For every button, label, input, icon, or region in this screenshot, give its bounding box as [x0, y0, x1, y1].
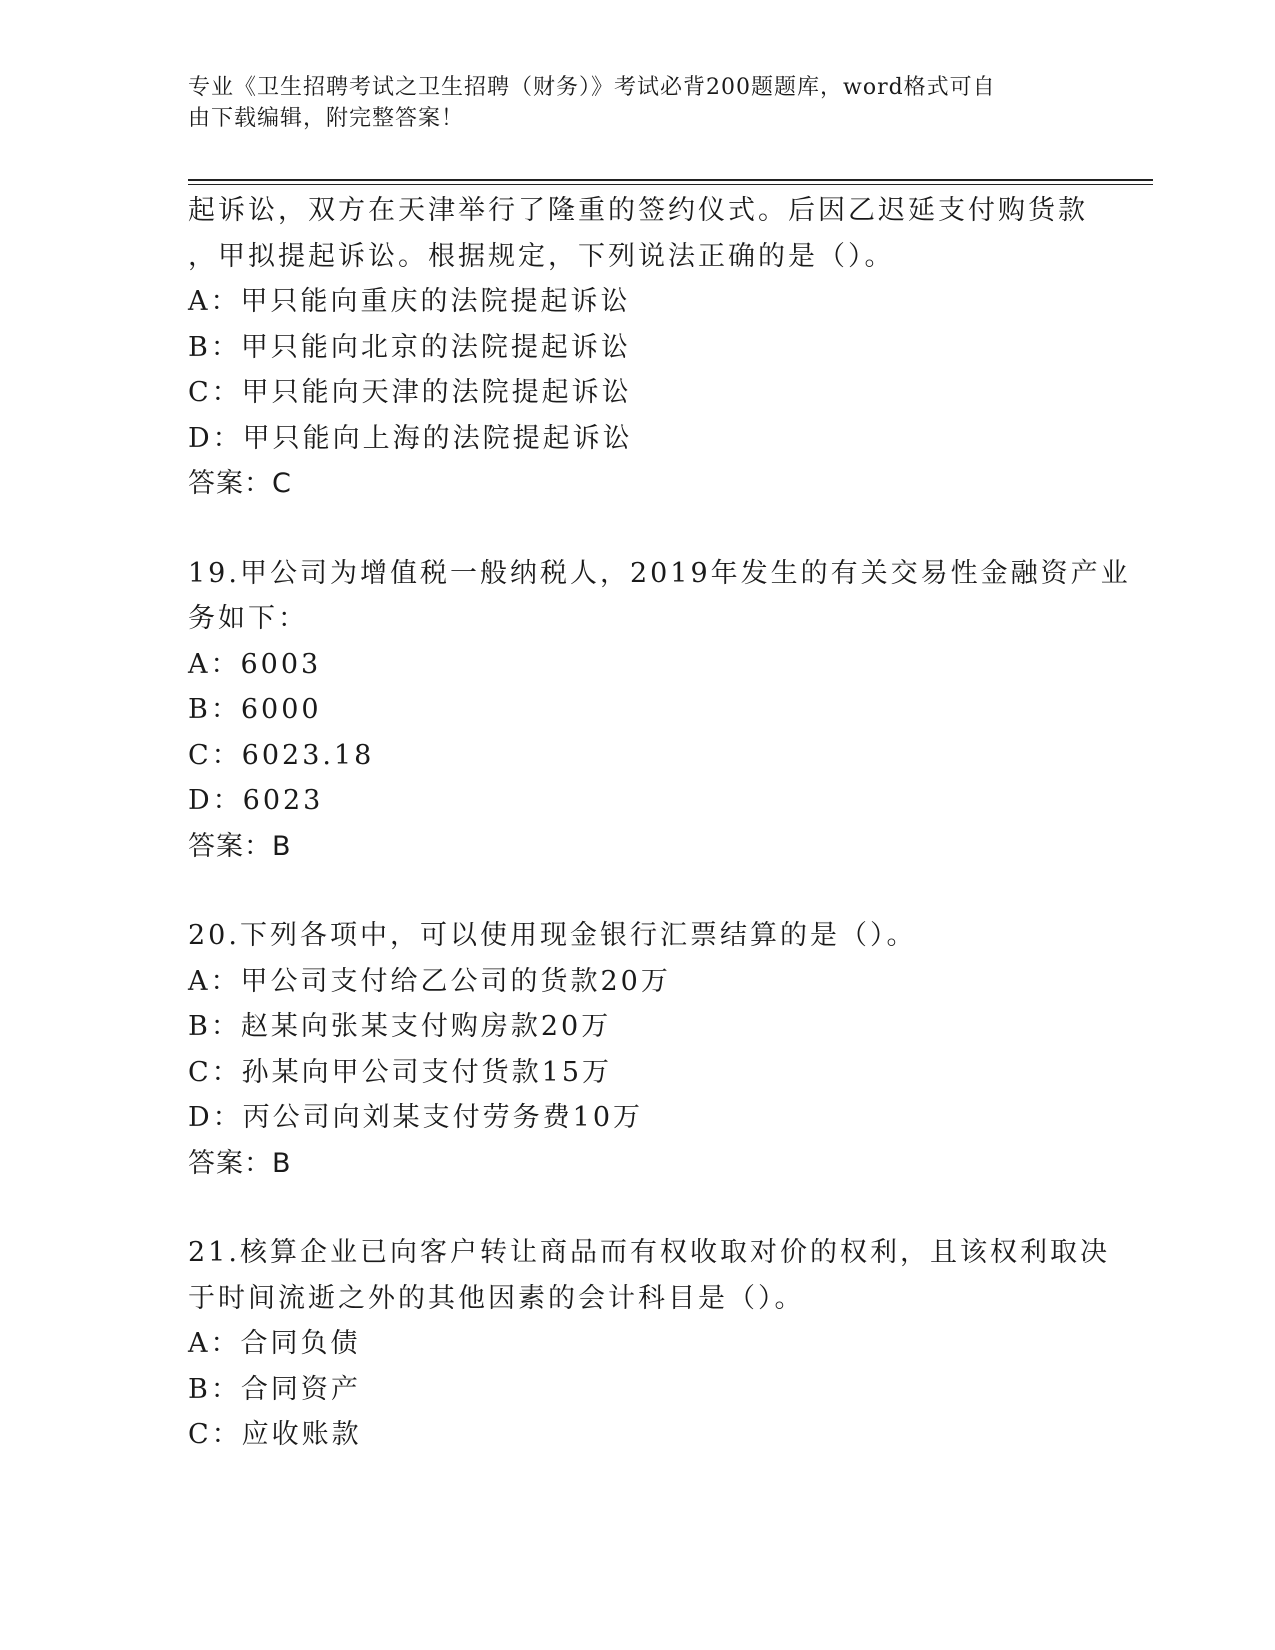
- question-18-option-a: A：甲只能向重庆的法院提起诉讼: [188, 286, 631, 317]
- header-rule-thin: [188, 184, 1153, 185]
- question-18-option-d: D：甲只能向上海的法院提起诉讼: [188, 422, 633, 454]
- question-18-text-line-2: ，甲拟提起诉讼。根据规定，下列说法正确的是（）。: [188, 240, 895, 272]
- spacer: [188, 507, 1088, 551]
- question-19-text-line-1: 19.甲公司为增值税一般纳税人，2019年发生的有关交易性金融资产业: [188, 557, 1131, 589]
- question-21-option-c: C：应收账款: [188, 1419, 362, 1450]
- question-21-option-b: B：合同资产: [188, 1373, 361, 1405]
- question-19-text-line-2: 务如下：: [188, 603, 308, 634]
- question-18: [188, 188, 1088, 507]
- question-21: [188, 1230, 1110, 1458]
- question-18-text-line-1: 起诉讼，双方在天津举行了隆重的签约仪式。后因乙迟延支付购货款: [188, 195, 1088, 226]
- spacer: [188, 1186, 1088, 1230]
- question-21-option-a: A：合同负债: [188, 1328, 361, 1359]
- question-19-option-d: D：6023: [188, 785, 324, 816]
- header-rule-thick: [188, 179, 1153, 181]
- question-20-option-b: B：赵某向张某支付购房款20万: [188, 1011, 612, 1042]
- question-19-option-b: B：6000: [188, 694, 322, 725]
- question-19-answer: 答案：B: [188, 830, 292, 862]
- question-20-option-d: D：丙公司向刘某支付劳务费10万: [188, 1102, 644, 1133]
- question-20-option-a: A：甲公司支付给乙公司的货款20万: [188, 965, 671, 997]
- question-19-option-a: A：6003: [188, 648, 322, 680]
- header-line-1: 专业《卫生招聘考试之卫生招聘（财务）》考试必背200题题库，word格式可自: [188, 75, 996, 100]
- question-18-option-b: B：甲只能向北京的法院提起诉讼: [188, 331, 631, 363]
- question-18-answer: 答案：C: [188, 468, 292, 499]
- question-21-text-line-2: 于时间流逝之外的其他因素的会计科目是（）。: [188, 1282, 805, 1314]
- question-20: [188, 913, 1088, 1186]
- question-18-option-c: C：甲只能向天津的法院提起诉讼: [188, 377, 632, 408]
- document-header: [188, 72, 1068, 134]
- spacer: [188, 869, 1088, 913]
- question-20-option-c: C：孙某向甲公司支付货款15万: [188, 1056, 613, 1088]
- question-21-text-line-1: 21.核算企业已向客户转让商品而有权收取对价的权利，且该权利取决: [188, 1237, 1110, 1268]
- question-20-answer: 答案：B: [188, 1147, 292, 1179]
- question-content: [188, 188, 1131, 1458]
- question-19-option-c: C：6023.18: [188, 739, 375, 771]
- question-20-text-line-1: 20.下列各项中，可以使用现金银行汇票结算的是（）。: [188, 920, 917, 951]
- question-19: [188, 551, 1131, 870]
- header-line-2: 由下载编辑，附完整答案！: [188, 106, 465, 131]
